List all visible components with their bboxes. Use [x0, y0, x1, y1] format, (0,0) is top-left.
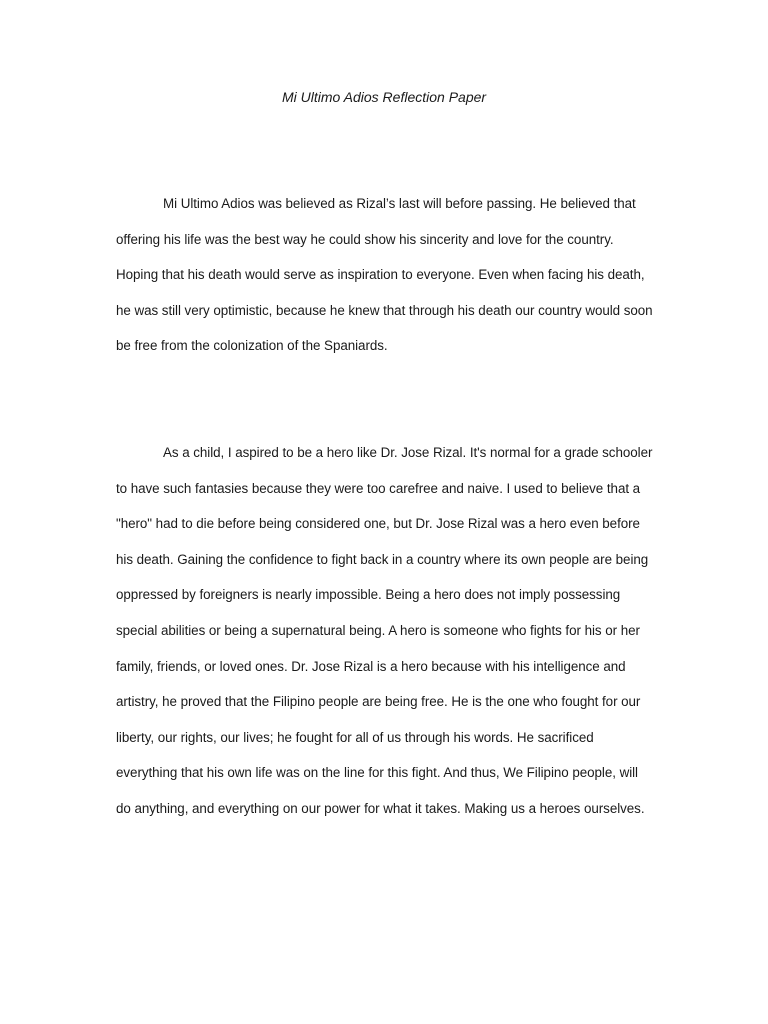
document-title: Mi Ultimo Adios Reflection Paper: [281, 89, 487, 105]
paragraph-1: Mi Ultimo Adios was believed as Rizal’s last will before passing. He believed that offering his life was the best way he could show his sincerity and love for the country. Hoping that his death would serve as inspiration to everyone. Even when facing his death, he was still very optimistic, because he knew that through his death our country would soon be free from the colonization of the Spaniards.: [116, 196, 653, 354]
paragraph-2: As a child, I aspired to be a hero like Dr. Jose Rizal. It's normal for a grade schooler to have such fantasies because they were too carefree and naive. I used to believe that a "hero" had to die before being considered one, but Dr. Jose Rizal was a hero even before his death. Gaining the confidence to fight back in a country where its own people are being oppressed by foreigners is nearly impossible. Being a hero does not imply possessing special abilities or being a supernatural being. A hero is someone who fights for his or her family, friends, or loved ones. Dr. Jose Rizal is a hero because with his intelligence and artistry, he proved that the Filipino people are being free. He is the one who fought for our liberty, our rights, our lives; he fought for all of us through his words. He sacrificed everything that his own life was on the line for this fight. And thus, We Filipino people, will do anything, and everything on our power for what it takes. Making us a heroes ourselves.: [116, 445, 653, 816]
